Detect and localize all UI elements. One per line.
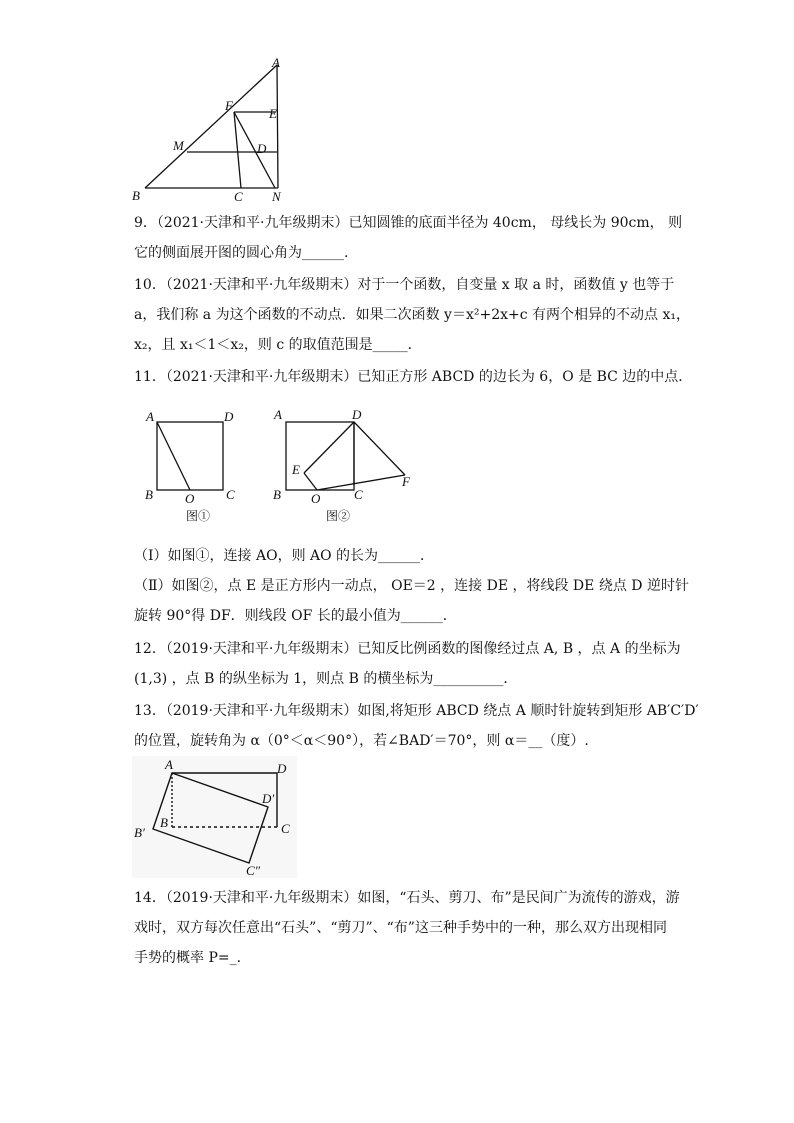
- q11-part-2a: （Ⅱ）如图②，点 E 是正方形内一动点， OE＝2 ，连接 DE ，将线段 DE 绕点 D 逆时针: [134, 578, 689, 594]
- label-C: C: [234, 189, 243, 204]
- q13-text-1: 如图,将矩形 ABCD 绕点 A 顺时针旋转到矩形 AB′C′D′: [357, 703, 699, 719]
- fig13-label-A: A: [165, 757, 173, 772]
- figure-q8-triangle: [130, 55, 290, 205]
- label-D: D: [257, 141, 267, 156]
- q9-text-2: 它的侧面展开图的圆心角为______.: [134, 245, 349, 261]
- q10-text-2: a，我们称 a 为这个函数的不动点．如果二次函数 y＝x²+2x+c 有两个相异的不动点 x₁，: [134, 307, 690, 323]
- q10-text-3: x₂，且 x₁＜1＜x₂，则 c 的取值范围是_____．: [134, 337, 422, 353]
- fig1-caption: 图①: [186, 509, 211, 523]
- q12-number: 12．: [134, 641, 166, 657]
- fig1-label-D: D: [224, 409, 234, 424]
- q12-text-2: (1,3) ，点 B 的纵坐标为 1，则点 B 的横坐标为__________．: [134, 671, 518, 687]
- q9-number: 9．: [134, 215, 157, 231]
- q10-text-1: 对于一个函数，自变量 x 取 a 时，函数值 y 也等于: [357, 277, 675, 293]
- q13-source: （2019·天津和平·九年级期末）: [165, 703, 358, 719]
- label-E: E: [269, 106, 277, 121]
- fig13-label-D-prime: D′: [262, 791, 275, 806]
- fig2-label-D: D: [352, 407, 362, 422]
- fig2-label-B: B: [273, 487, 281, 502]
- q14-number: 14．: [134, 890, 166, 906]
- q10-number: 10．: [134, 277, 166, 293]
- question-9: [134, 208, 683, 268]
- label-F: F: [225, 98, 233, 113]
- question-13: [134, 696, 699, 756]
- fig1-label-A: A: [146, 409, 154, 424]
- fig1-label-O: O: [185, 491, 195, 506]
- q12-source: （2019·天津和平·九年级期末）: [165, 641, 358, 657]
- label-N: N: [272, 189, 281, 204]
- q14-text-1: 如图，“石头、剪刀、布”是民间广为流传的游戏，游: [357, 890, 680, 906]
- figure-q11-2: [268, 405, 418, 527]
- question-11: [134, 362, 693, 392]
- figure-q11-1: [138, 405, 248, 527]
- label-B: B: [132, 188, 140, 203]
- question-14: [134, 883, 680, 973]
- q11-source: （2021·天津和平·九年级期末）: [165, 369, 358, 385]
- fig1-label-C: C: [226, 487, 235, 502]
- q14-text-2: 戏时，双方每次任意出“石头”、“剪刀”、“布”这三种手势中的一种，那么双方出现相同: [134, 920, 667, 936]
- label-A: A: [272, 55, 280, 70]
- q14-source: （2019·天津和平·九年级期末）: [165, 890, 358, 906]
- q14-text-3: 手势的概率 P=_.: [134, 950, 242, 966]
- q11-part-1: （Ⅰ）如图①，连接 AO，则 AO 的长为______．: [134, 548, 435, 564]
- q11-part-2b: 旋转 90°得 DF．则线段 OF 长的最小值为______．: [134, 608, 457, 624]
- fig2-label-E: E: [292, 462, 300, 477]
- label-M: M: [173, 138, 184, 153]
- q13-text-2: 的位置，旋转角为 α（0°＜α＜90°），若∠BAD′＝70°，则 α＝__（度）.: [134, 733, 589, 749]
- fig2-label-A: A: [274, 407, 282, 422]
- q11-number: 11．: [134, 369, 166, 385]
- fig1-label-B: B: [145, 487, 153, 502]
- question-10: [134, 270, 690, 360]
- q13-number: 13．: [134, 703, 166, 719]
- fig13-label-B: B: [160, 815, 168, 830]
- fig13-label-B-prime: B′: [134, 825, 145, 840]
- fig13-label-D: D: [277, 761, 287, 776]
- q12-text-1: 已知反比例函数的图像经过点 A, B ，点 A 的坐标为: [357, 641, 681, 657]
- fig13-label-C: C: [281, 821, 290, 836]
- figure-q13-rectangles: [132, 756, 297, 878]
- question-11-parts: [134, 541, 689, 631]
- fig2-label-C: C: [354, 487, 363, 502]
- fig2-caption: 图②: [326, 509, 351, 523]
- q9-text-1: 已知圆锥的底面半径为 40cm， 母线长为 90cm， 则: [348, 215, 683, 231]
- question-12: [134, 634, 681, 694]
- fig2-label-F: F: [402, 474, 410, 489]
- fig2-label-O: O: [311, 491, 321, 506]
- q9-source: （2021·天津和平·九年级期末）: [156, 215, 349, 231]
- q10-source: （2021·天津和平·九年级期末）: [165, 277, 358, 293]
- q11-text-1: 已知正方形 ABCD 的边长为 6，O 是 BC 边的中点．: [357, 369, 693, 385]
- fig13-label-C-double-prime: C″: [246, 863, 261, 878]
